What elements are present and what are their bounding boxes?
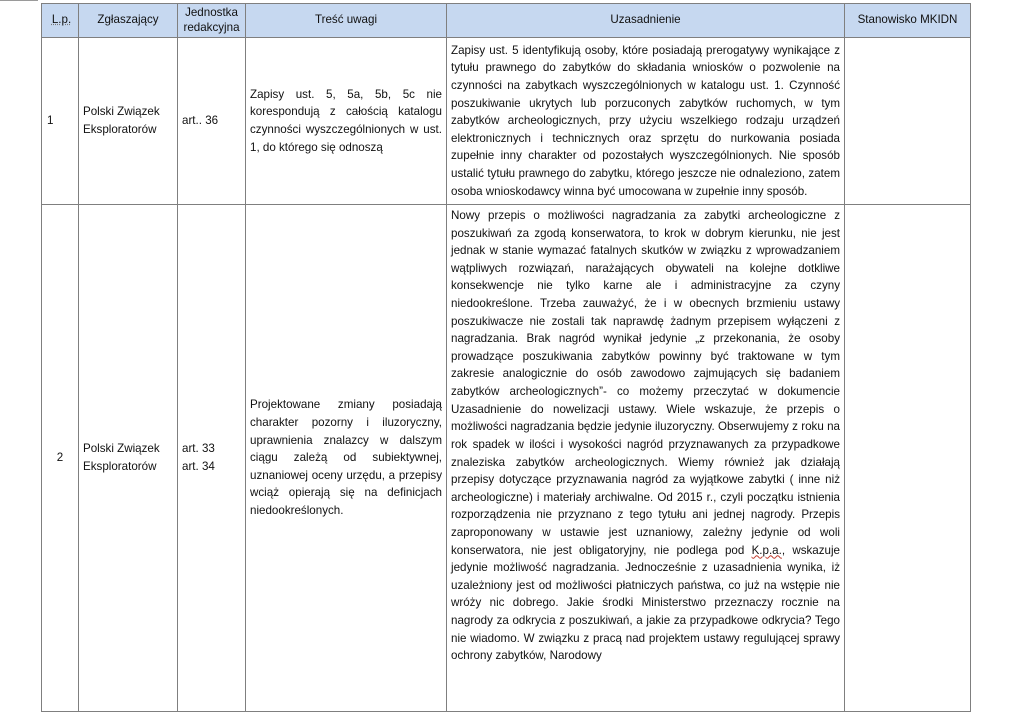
table-header-row bbox=[42, 4, 971, 38]
header-unit: Jednostka redakcyjna bbox=[178, 4, 246, 38]
page-edge-line bbox=[0, 0, 38, 1]
table-row bbox=[42, 38, 971, 205]
cell-submitter: Polski Związek Eksploratorów bbox=[79, 38, 178, 205]
header-content: Treść uwagi bbox=[246, 4, 447, 38]
table-row bbox=[42, 205, 971, 712]
justification-text-part: Nowy przepis o możliwości nagradzania za zabytki archeologiczne z poszukiwań za zgodą konserwatora, to krok w dobrym kierunku, nie jest jednak w stanie wymazać fatalnych skutków w związku z wprowadzaniem wątpliwych rozwiązań, narażających obywateli na kolejne dotkliwe konsekwencje nie tylko karne ale i administracyjne za czyny niedookreślone. Trzeba zauważyć, że i w obecnych brzmieniu ustawy poszukiwacze nie zostali tak naprawdę żadnym przepisem wyłączeni z nagradzania. Brak nagród wynikał jedynie „z przekonania, że osoby prowadzące poszukiwania zabytków powinny być traktowane w tym zakresie analogicznie do osób zawodowo zajmujących się badaniem zabytków archeologicznych”- co możemy przeczytać w dokumencie Uzasadnienie do nowelizacji ustawy. Wiele wskazuje, że przepis o możliwości nagradzania będzie jedynie iluzoryczny. Obserwujemy z roku na rok spadek w ilości i wysokości nagród przyznawanych za przypadkowe znaleziska zabytków archeologicznych. Wiemy również jak działają przepisy dotyczące przyznawania nagród za wyjątkowe zabytki ( inne niż archeologiczne) i materiały archiwalne. Od 2015 r., czyli początku istnienia rozporządzenia nie przyznano z tego tytułu ani jednej nagrody. Przepis zaproponowany w ustawie jest uznaniowy, zależny jedynie od woli konserwatora, nie jest obligatoryjny, nie podlega pod bbox=[451, 209, 840, 557]
spellcheck-underlined-word: K.p.a. bbox=[751, 543, 782, 557]
cell-lp: 2 bbox=[42, 205, 79, 712]
header-position: Stanowisko MKIDN bbox=[845, 4, 971, 38]
cell-lp: 1 bbox=[42, 38, 79, 205]
justification-text-part: , wskazuje jedynie możliwość nagradzania. Jednocześnie z uzasadnienia wynika, iż uzależniony jest od możliwości płatniczych państwa, co już na wstępie nie wróży nic dobrego. Jakie środki Ministerstwo przeznaczy rocznie na nagrody za odkrycia z poszukiwań, a jakie za przypadkowe odkrycia? Tego nie wiadomo. W związku z pracą nad projektem ustawy regulującej sprawy ochrony zabytków, Narodowy bbox=[451, 543, 841, 663]
cell-position bbox=[845, 205, 971, 712]
header-lp: L.p. bbox=[42, 4, 79, 38]
cell-content: Zapisy ust. 5, 5a, 5b, 5c nie korespondują z całością katalogu czynności wyszczególnionych w ust. 1, do którego się odnoszą bbox=[246, 38, 447, 205]
cell-submitter: Polski Związek Eksploratorów bbox=[79, 205, 178, 712]
header-justification: Uzasadnienie bbox=[447, 4, 845, 38]
unit-line: art. 34 bbox=[182, 460, 215, 473]
cell-justification: Zapisy ust. 5 identyfikują osoby, które posiadają prerogatywy wynikające z tytułu prawnego do zabytków do składania wniosków o pozwolenie na czynności na zabytkach wyszczególnionych w katalogu ust. 1. Czynność poszukiwanie ukrytych lub porzuconych zabytków ruchomych, w tym zabytków archeologicznych, przy użyciu wszelkiego rodzaju urządzeń elektronicznych i technicznych oraz sprzętu do nurkowania posiada zupełnie inny charakter od pozostałych wyszczególnionych. Nie sposób ustalić tytułu prawnego do zabytku, którego jeszcze nie odnaleziono, zatem osoba wnioskodawcy winna być umocowana w zupełnie inny sposób. bbox=[447, 38, 845, 205]
cell-position bbox=[845, 38, 971, 205]
comments-table bbox=[41, 3, 971, 712]
cell-unit bbox=[178, 205, 246, 712]
cell-content: Projektowane zmiany posiadają charakter pozorny i iluzoryczny, uprawnienia znalazcy w dalszym ciągu zależą od subiektywnej, uznaniowej oceny urzędu, a przepisy wciąż opierają się na definicjach niedookreślonych. bbox=[246, 205, 447, 712]
justification-text bbox=[451, 207, 840, 665]
cell-justification bbox=[447, 205, 845, 712]
header-submitter: Zgłaszający bbox=[79, 4, 178, 38]
cell-unit: art.. 36 bbox=[178, 38, 246, 205]
unit-line: art. 33 bbox=[182, 442, 215, 456]
